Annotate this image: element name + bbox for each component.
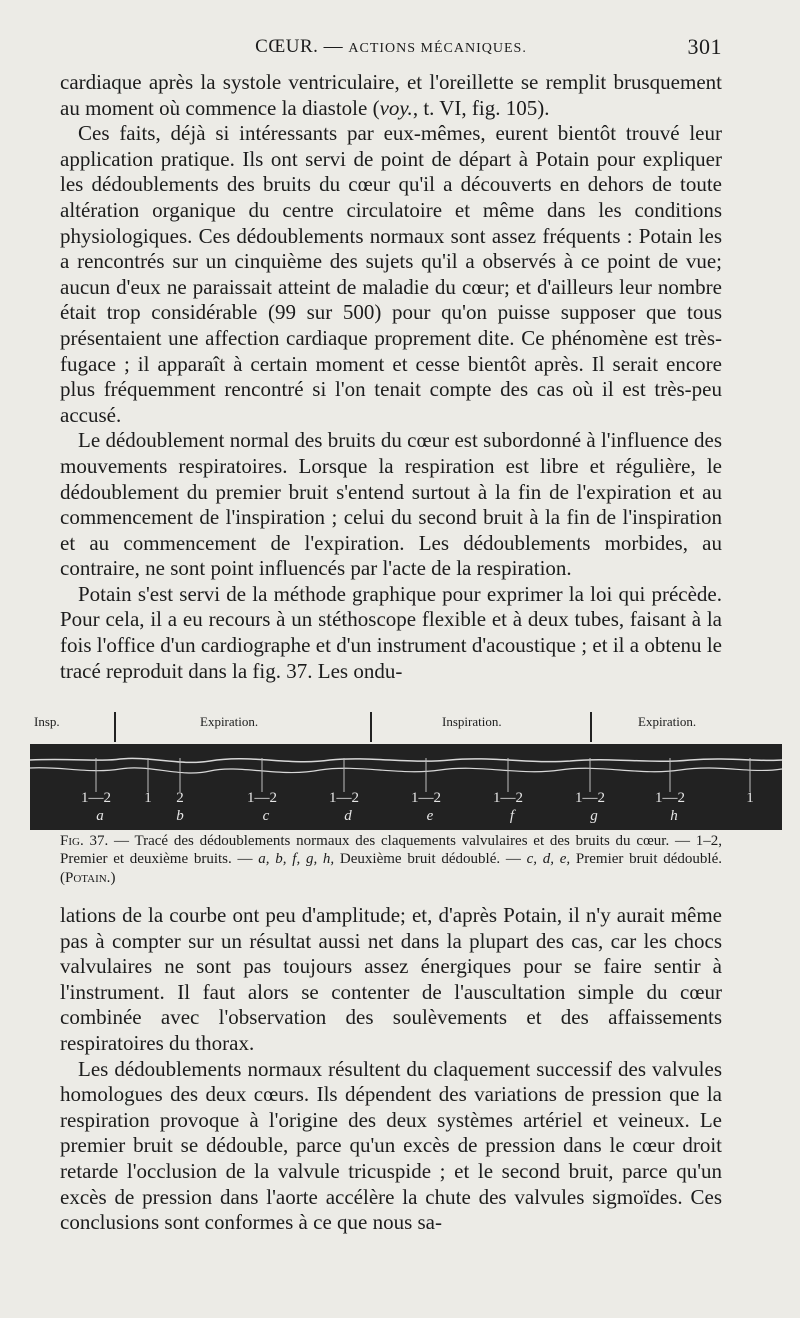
- phase-label-insp: Insp.: [34, 714, 60, 729]
- paragraph: [60, 428, 722, 582]
- trace-sound-label: 2: [176, 790, 184, 806]
- page-number: 301: [687, 34, 722, 59]
- caption-run: ): [110, 869, 116, 886]
- caption-run-italic: c, d, e,: [526, 851, 571, 868]
- trace-letter-label: g: [590, 808, 598, 824]
- phase-labels: [30, 708, 782, 744]
- trace-sound-label: 1—2: [493, 790, 523, 806]
- figure-caption: [60, 832, 722, 887]
- caption-run: Deuxième bruit dédoublé. —: [334, 851, 527, 868]
- paragraph: [60, 903, 722, 1057]
- text-run: lations de la courbe ont peu d'amplitude; et, d'après Potain, il n'y aurait même pas à compter sur un résultat aussi net dans la plupart des cas, car les chocs valvulaires ne sont pas toujours assez énergiques pour se faire sentir à l'instrument. Il faut alors se contenter de l'auscultation simple du cœur combinée avec l'observation des soulèvements et des affaissements respiratoires du thorax.: [60, 903, 722, 1055]
- running-head-main: CŒUR.: [255, 36, 319, 57]
- trace-sound-label: 1—2: [575, 790, 605, 806]
- running-head: [60, 36, 722, 62]
- trace-letter-label: c: [262, 808, 270, 824]
- caption-run: — Tracé des dédoublements normaux des claquements valvulaires et des bruits du cœur. — 1–2, Premier et deuxième bruits. —: [60, 833, 722, 868]
- cardiograph-trace: [30, 744, 782, 830]
- trace-sound-label: 1—2: [247, 790, 277, 806]
- caption-author: Potain.: [65, 869, 111, 886]
- phase-label-expiration: Expiration.: [638, 714, 697, 729]
- text-run: cardiaque après la systole ventriculaire, et l'oreillette se remplit brusquement au moment où commence la diastole (: [60, 70, 722, 120]
- trace-background: [30, 744, 782, 830]
- trace-letter-label: e: [426, 808, 434, 824]
- running-head-title: [60, 36, 722, 58]
- paragraph: [60, 1057, 722, 1236]
- caption-figure-number: Fig. 37.: [60, 833, 109, 849]
- phase-divider: [370, 712, 372, 742]
- text-run: Ces faits, déjà si intéressants par eux-mêmes, eurent bientôt trouvé leur application pratique. Ils ont servi de point de départ à Potain pour expliquer les dédoublements des bruits du cœur qu'il a découverts en dehors de toute altération organique du centre circulatoire et même dans les conditions physiologiques. Ces dédoublements normaux sont assez fréquents : Potain les a rencontrés sur un cinquième des sujets qu'il a observés à ce point de vue; aucun d'eux ne paraissait atteint de maladie du cœur; et d'ailleurs leur nombre était trop considérable (99 sur 500) pour qu'on puisse supposer que tous présentaient une affection cardiaque proprement dite. Ce phénomène est très-fugace ; il apparaît à certain moment et cesse bientôt après. Il serait encore plus fréquemment rencontré si l'on tenait compte des cas où il est très-peu accusé.: [60, 121, 722, 427]
- text-run: Les dédoublements normaux résultent du claquement successif des valvules homologues des deux cœurs. Ils dépendent des variations de pression que la respiration provoque à l'origine des deux systèmes artériel et veineux. Le premier bruit se dédouble, parce qu'un excès de pression dans le cœur droit retarde l'occlusion de la valvule tricuspide ; et le second bruit, parce qu'un excès de pression dans l'aorte accélère la chute des valvules sigmoïdes. Ces conclusions sont conformes à ce que nous sa-: [60, 1056, 722, 1235]
- phase-label-expiration: Expiration.: [200, 714, 259, 729]
- paragraph: [60, 121, 722, 428]
- trace-sound-label: 1: [746, 790, 754, 806]
- text-run: Potain s'est servi de la méthode graphique pour exprimer la loi qui précède. Pour cela, il a eu recours à un stéthoscope flexible et à deux tubes, faisant à la fois l'office d'un cardiographe et d'un instrument d'acoustique ; et il a obtenu le tracé reproduit dans la fig. 37. Les ondu-: [60, 581, 722, 683]
- running-head-sub: ACTIONS MÉCANIQUES.: [348, 41, 527, 56]
- trace-sound-label: 1—2: [655, 790, 685, 806]
- phase-divider: [590, 712, 592, 742]
- trace-sound-label: 1—2: [411, 790, 441, 806]
- trace-sound-label: 1—2: [81, 790, 111, 806]
- caption-run-italic: a, b, f, g, h,: [258, 851, 335, 868]
- body-text-bottom: [60, 903, 722, 1236]
- figure-37: [30, 708, 782, 828]
- text-run-italic: voy.: [379, 95, 413, 120]
- trace-sound-label: 1: [144, 790, 152, 806]
- caption-run: Premier bruit dédoublé. (: [60, 851, 722, 886]
- text-run: , t. VI, fig. 105).: [412, 95, 550, 120]
- trace-letter-label: b: [176, 808, 184, 824]
- trace-letter-label: d: [344, 808, 352, 824]
- phase-label-inspiration: Inspiration.: [442, 714, 502, 729]
- trace-strip: [30, 744, 782, 830]
- paragraph: [60, 582, 722, 684]
- trace-letter-label: f: [509, 808, 515, 824]
- phase-divider: [114, 712, 116, 742]
- trace-letter-label: a: [96, 808, 104, 824]
- text-run: Le dédoublement normal des bruits du cœur est subordonné à l'influence des mouvements respiratoires. Lorsque la respiration est libre et régulière, le dédoublement du premier bruit s'entend surtout à la fin de l'expiration et au commencement de l'inspiration ; celui du second bruit à la fin de l'inspiration et au commencement de l'expiration. Les dédoublements morbides, au contraire, ne sont point influencés par l'acte de la respiration.: [60, 428, 722, 581]
- trace-sound-label: 1—2: [329, 790, 359, 806]
- paragraph: [60, 70, 722, 121]
- trace-letter-label: h: [670, 808, 678, 824]
- body-text-top: [60, 70, 722, 684]
- running-head-separator: —: [318, 36, 349, 57]
